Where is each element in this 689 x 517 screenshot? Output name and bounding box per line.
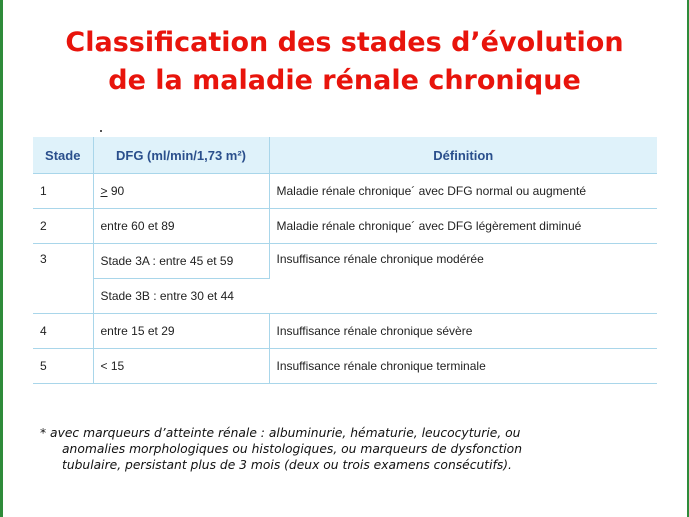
table-row xyxy=(33,174,657,209)
table-row xyxy=(33,314,657,349)
footnote-line-3: tubulaire, persistant plus de 3 mois (deux ou trois examens consécutifs). xyxy=(62,458,512,472)
dfg-value: 90 xyxy=(107,184,125,198)
slide-title xyxy=(20,24,669,100)
header-definition: Définition xyxy=(269,137,657,174)
header-stade: Stade xyxy=(33,137,93,174)
stade-cell: 2 xyxy=(33,209,93,244)
dfg-cell: entre 15 et 29 xyxy=(93,314,269,349)
stade-cell: 5 xyxy=(33,349,93,384)
stade-cell: 4 xyxy=(33,314,93,349)
definition-cell: Maladie rénale chronique´ avec DFG normal ou augmenté xyxy=(269,174,657,209)
header-dfg: DFG (ml/min/1,73 m²) xyxy=(93,137,269,174)
table-row xyxy=(33,349,657,384)
definition-cell: Maladie rénale chronique´ avec DFG légèrement diminué xyxy=(269,209,657,244)
footnote-line-2: anomalies morphologiques ou histologiques, ou marqueurs de dysfonction xyxy=(62,442,522,456)
dfg-cell: entre 60 et 89 xyxy=(93,209,269,244)
footnote xyxy=(40,425,660,473)
gte-symbol: > xyxy=(100,184,108,198)
stray-dot xyxy=(100,130,102,132)
definition-cell: Insuffisance rénale chronique modérée xyxy=(269,244,657,314)
dfg-cell: Stade 3A : entre 45 et 59 xyxy=(93,244,269,279)
dfg-cell: < 15 xyxy=(93,349,269,384)
title-line-2: de la maladie rénale chronique xyxy=(108,65,581,96)
table-row xyxy=(33,209,657,244)
definition-cell: Insuffisance rénale chronique sévère xyxy=(269,314,657,349)
definition-cell: Insuffisance rénale chronique terminale xyxy=(269,349,657,384)
dfg-cell xyxy=(93,174,269,209)
stages-table xyxy=(33,137,657,384)
table-row xyxy=(33,244,657,279)
stade-cell: 1 xyxy=(33,174,93,209)
dfg-cell: Stade 3B : entre 30 et 44 xyxy=(93,279,269,314)
stade-cell: 3 xyxy=(33,244,93,314)
table-header-row xyxy=(33,137,657,174)
footnote-line-1: * avec marqueurs d’atteinte rénale : albuminurie, hématurie, leucocyturie, ou xyxy=(40,426,521,440)
title-line-1: Classification des stades d’évolution xyxy=(65,27,624,58)
left-edge-border xyxy=(0,0,3,517)
